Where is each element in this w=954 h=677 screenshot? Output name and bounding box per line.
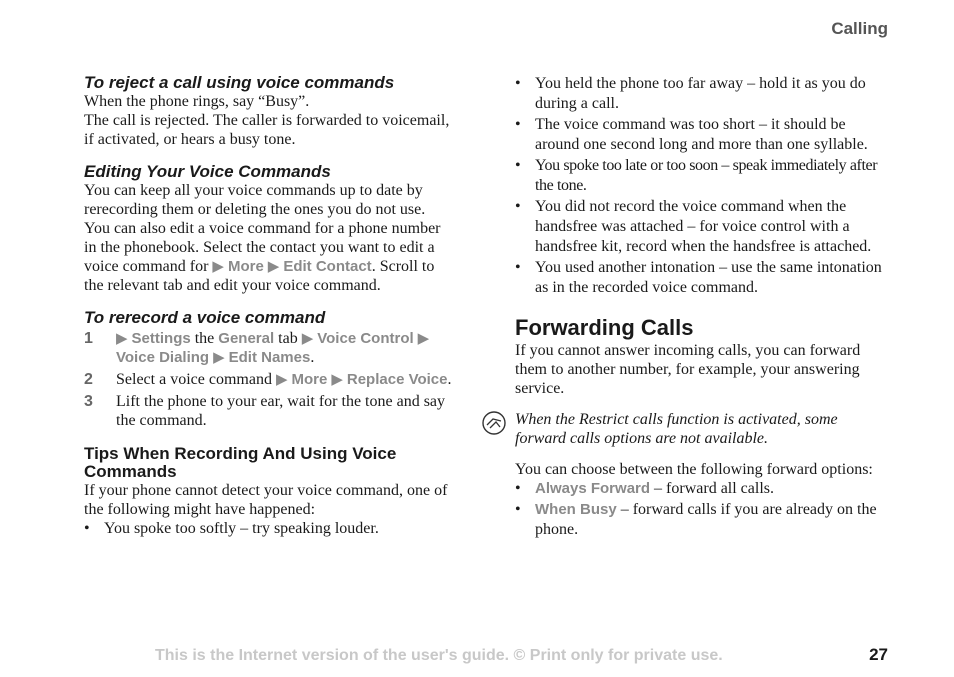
editing-p2-end: . Scroll to the relevant tab and edit your voice command.: [84, 258, 435, 294]
list-item: [515, 500, 890, 540]
arrow-icon: ▶: [267, 258, 280, 275]
step-number: 2: [84, 371, 93, 388]
menu-general: General: [218, 330, 275, 347]
step-1: 1 ▶ Settings the General tab ▶ Voice Control ▶ Voice Dialing ▶ Edit Names.: [84, 330, 430, 366]
tips-heading: Tips When Recording And Using Voice Commands: [84, 444, 397, 481]
reject-p2: The call is rejected. The caller is forwarded to voicemail, if activated, or hears a busy tone.: [84, 112, 450, 148]
option-always-forward: Always Forward: [535, 480, 651, 497]
step-number: 1: [84, 330, 93, 347]
option-text: – forward all calls.: [650, 480, 774, 497]
menu-edit-names: Edit Names: [228, 349, 311, 366]
menu-more: More: [227, 258, 264, 275]
list-item: • You used another intonation – use the same intonation as in the recorded voice command.: [515, 258, 890, 298]
menu-more: More: [291, 371, 328, 388]
step-number: 3: [84, 393, 93, 410]
tips-list: [84, 519, 456, 539]
footer-disclaimer: This is the Internet version of the user's guide. © Print only for private use.: [155, 647, 723, 664]
forwarding-choose: You can choose between the following forward options:: [515, 461, 873, 478]
list-item: • You spoke too late or too soon – speak immediately after the tone.: [515, 156, 890, 196]
arrow-icon: ▶: [417, 330, 430, 347]
note: [515, 410, 890, 448]
arrow-icon: ▶: [116, 330, 128, 347]
list-item: [515, 479, 890, 499]
step-2: 2 Select a voice command ▶ More ▶ Replace Voice.: [84, 371, 452, 388]
list-item: • You spoke too softly – try speaking louder.: [84, 519, 456, 539]
left-column: [84, 74, 456, 540]
arrow-icon: ▶: [213, 349, 225, 366]
arrow-icon: ▶: [301, 330, 314, 347]
menu-voice-dialing: Voice Dialing: [116, 349, 210, 366]
forwarding-intro: If you cannot answer incoming calls, you can forward them to another number, for example, your answering service.: [515, 342, 861, 397]
editing-heading: Editing Your Voice Commands: [84, 162, 331, 181]
list-item: • The voice command was too short – it should be around one second long and more than one syllable.: [515, 115, 890, 155]
right-column: [515, 74, 890, 541]
list-item: • You held the phone too far away – hold it as you do during a call.: [515, 74, 890, 114]
page-number: 27: [869, 645, 888, 664]
arrow-icon: ▶: [212, 258, 224, 275]
note-text: When the Restrict calls function is activated, some forward calls options are not available.: [515, 411, 838, 447]
tips-list-continued: [515, 74, 890, 298]
forwarding-heading: Forwarding Calls: [515, 315, 694, 340]
editing-p2: [84, 219, 456, 295]
rerecord-heading: To rerecord a voice command: [84, 308, 326, 327]
step-3: [84, 392, 456, 430]
section-header: Calling: [831, 19, 888, 38]
step-text: Select a voice command: [116, 371, 272, 388]
menu-replace-voice: Replace Voice: [346, 371, 448, 388]
tips-intro: If your phone cannot detect your voice command, one of the following might have happened:: [84, 482, 448, 518]
menu-settings: Settings: [131, 330, 191, 347]
menu-voice-control: Voice Control: [317, 330, 414, 347]
reject-heading: To reject a call using voice commands: [84, 73, 395, 92]
reject-p1: When the phone rings, say “Busy”.: [84, 93, 310, 110]
list-item: • You did not record the voice command when the handsfree was attached – for voice control with a handsfree kit, record when the handsfree is attached.: [515, 197, 890, 257]
option-text: – forward calls if you are already on the phone.: [535, 501, 877, 538]
menu-edit-contact: Edit Contact: [283, 258, 372, 275]
arrow-icon: ▶: [275, 371, 288, 388]
step-text: tab: [278, 330, 298, 347]
arrow-icon: ▶: [331, 371, 343, 388]
step-text: the: [194, 330, 215, 347]
note-icon: [481, 410, 507, 436]
forward-options: [515, 479, 890, 540]
option-when-busy: When Busy: [535, 501, 617, 518]
editing-p1: You can keep all your voice commands up to date by rerecording them or deleting the ones you do not use.: [84, 182, 426, 218]
editing-p2-text: You can also edit a voice command for a phone number in the phonebook. Select the contact you want to edit a voice command for: [84, 220, 441, 275]
rerecord-steps: [84, 329, 456, 430]
step-text: Lift the phone to your ear, wait for the tone and say the command.: [116, 393, 446, 429]
